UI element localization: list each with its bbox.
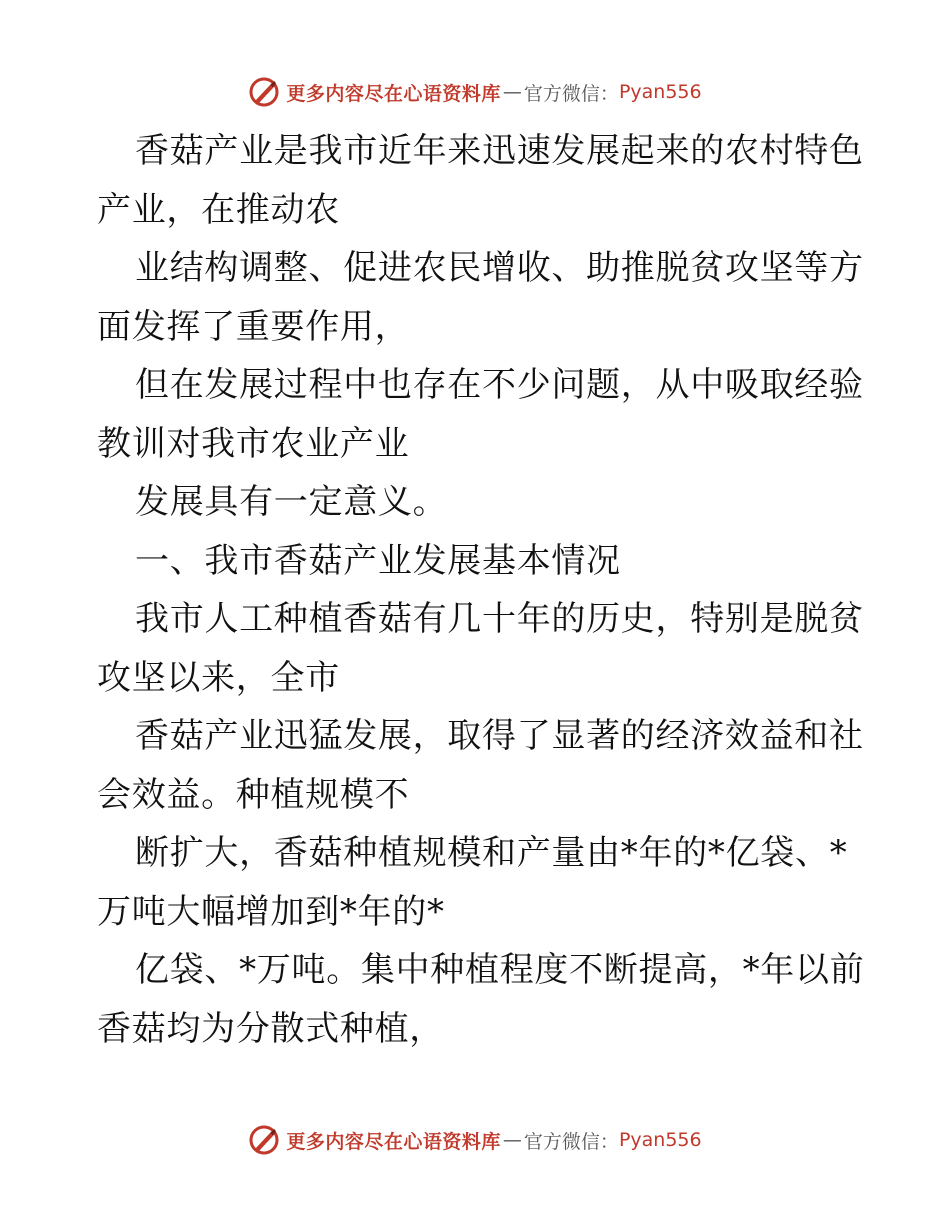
text-line: 万吨大幅增加到*年的* [97, 891, 445, 932]
text-line: 攻坚以来，全市 [97, 657, 340, 698]
watermark-wechat-id: Pyan556 [618, 81, 702, 103]
text-line: 香菇产业迅猛发展，取得了显著的经济效益和社 [135, 716, 864, 756]
watermark-main-text: 更多内容尽在心语资料库 [286, 82, 501, 105]
text-line: 但在发展过程中也存在不少问题，从中吸取经验 [135, 365, 864, 405]
text-line: 亿袋、*万吨。集中种植程度不断提高，*年以前 [135, 950, 865, 990]
text-line: 面发挥了重要作用， [97, 306, 410, 347]
watermark-wechat-label: 官方微信： [523, 82, 619, 105]
watermark-separator: — [502, 1129, 522, 1151]
text-line: 香菇产业是我市近年来迅速发展起来的农村特色 [135, 131, 864, 171]
text-line: 产业，在推动农 [97, 189, 340, 230]
watermark-wechat-id: Pyan556 [618, 1129, 702, 1151]
watermark-separator: — [502, 81, 522, 103]
pen-logo-icon [248, 1124, 280, 1156]
text-line: 业结构调整、促进农民增收、助推脱贫攻坚等方 [135, 248, 864, 288]
text-line: 发展具有一定意义。 [135, 482, 448, 522]
text-line: 一、我市香菇产业发展基本情况 [135, 540, 621, 581]
footer-watermark [0, 1120, 950, 1160]
text-line: 教训对我市农业产业 [97, 423, 410, 464]
watermark-wechat-label: 官方微信： [523, 1130, 619, 1153]
watermark-main-text: 更多内容尽在心语资料库 [286, 1130, 501, 1153]
text-line: 断扩大，香菇种植规模和产量由*年的*亿袋、* [135, 833, 848, 873]
text-line: 会效益。种植规模不 [97, 774, 410, 815]
header-watermark [0, 72, 950, 112]
pen-logo-icon [248, 76, 280, 108]
document-body [97, 122, 865, 1058]
text-line: 我市人工种植香菇有几十年的历史，特别是脱贫 [135, 599, 864, 639]
text-line: 香菇均为分散式种植， [97, 1008, 444, 1049]
